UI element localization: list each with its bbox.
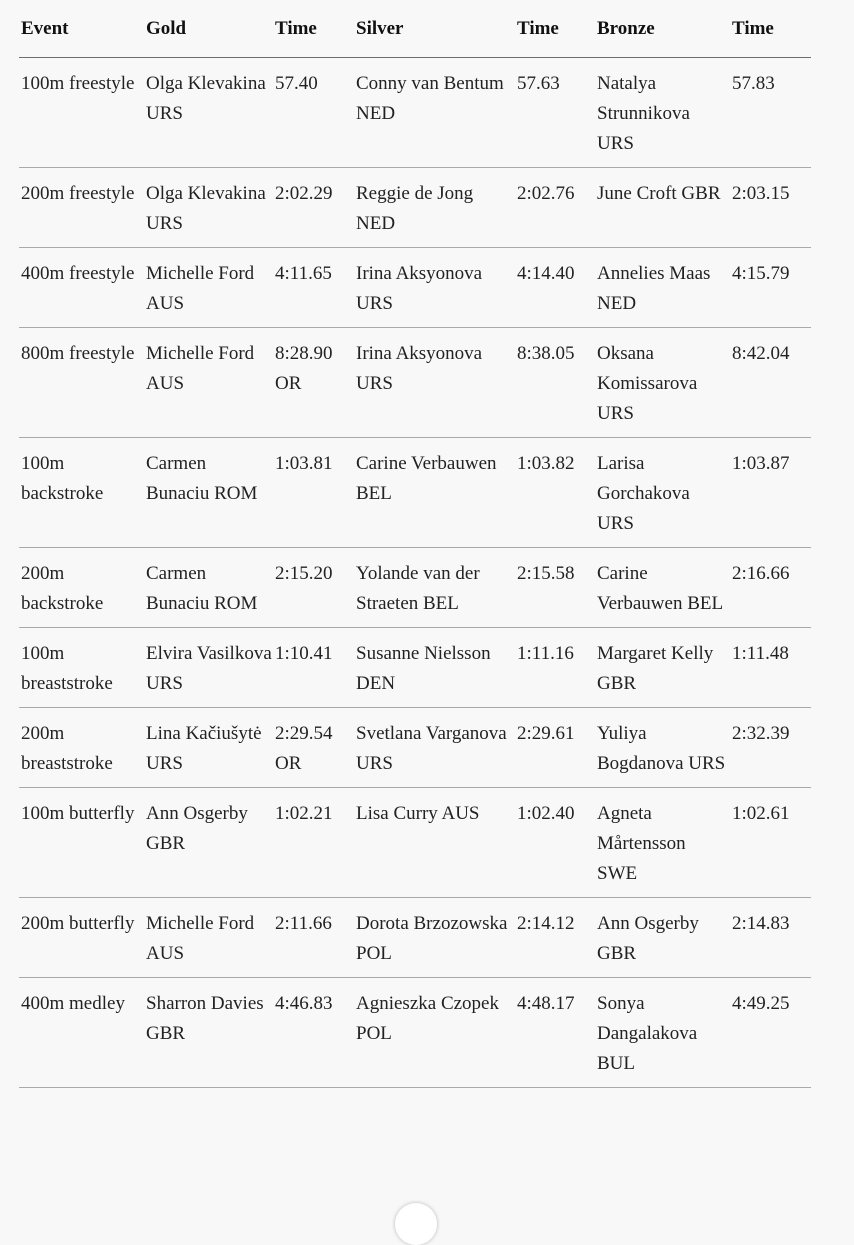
table-header-row bbox=[19, 0, 811, 58]
silver-cell: Reggie de Jong NED bbox=[354, 168, 515, 248]
bronze-time-cell: 2:16.66 bbox=[730, 548, 811, 628]
event-cell: 200m breaststroke bbox=[19, 708, 144, 788]
silver-time-cell: 4:14.40 bbox=[515, 248, 595, 328]
event-cell: 200m butterfly bbox=[19, 898, 144, 978]
header-bronze: Bronze bbox=[595, 0, 730, 58]
event-cell: 400m freestyle bbox=[19, 248, 144, 328]
silver-cell: Susanne Nielsson DEN bbox=[354, 628, 515, 708]
header-bronze-time: Time bbox=[730, 0, 811, 58]
header-silver: Silver bbox=[354, 0, 515, 58]
gold-time-cell: 2:11.66 bbox=[273, 898, 354, 978]
bronze-time-cell: 4:49.25 bbox=[730, 978, 811, 1088]
bronze-cell: Oksana Komissarova URS bbox=[595, 328, 730, 438]
header-gold: Gold bbox=[144, 0, 273, 58]
bronze-cell: Annelies Maas NED bbox=[595, 248, 730, 328]
table-row bbox=[19, 978, 811, 1088]
silver-time-cell: 1:11.16 bbox=[515, 628, 595, 708]
table-row bbox=[19, 248, 811, 328]
bronze-cell: Ann Osgerby GBR bbox=[595, 898, 730, 978]
event-cell: 100m freestyle bbox=[19, 58, 144, 168]
gold-cell: Sharron Davies GBR bbox=[144, 978, 273, 1088]
gold-time-cell: 1:02.21 bbox=[273, 788, 354, 898]
gold-cell: Michelle Ford AUS bbox=[144, 248, 273, 328]
bronze-cell: Agneta Mårtensson SWE bbox=[595, 788, 730, 898]
silver-cell: Irina Aksyonova URS bbox=[354, 248, 515, 328]
table-row bbox=[19, 438, 811, 548]
gold-cell: Olga Klevakina URS bbox=[144, 168, 273, 248]
table-row bbox=[19, 328, 811, 438]
results-table bbox=[19, 0, 811, 1088]
event-cell: 100m butterfly bbox=[19, 788, 144, 898]
silver-time-cell: 1:02.40 bbox=[515, 788, 595, 898]
silver-time-cell: 1:03.82 bbox=[515, 438, 595, 548]
gold-time-cell: 1:10.41 bbox=[273, 628, 354, 708]
bronze-cell: Carine Verbauwen BEL bbox=[595, 548, 730, 628]
gold-time-cell: 2:02.29 bbox=[273, 168, 354, 248]
bronze-cell: Natalya Strunnikova URS bbox=[595, 58, 730, 168]
table-row bbox=[19, 898, 811, 978]
table-row bbox=[19, 58, 811, 168]
gold-cell: Olga Klevakina URS bbox=[144, 58, 273, 168]
bronze-cell: Sonya Dangalakova BUL bbox=[595, 978, 730, 1088]
silver-time-cell: 2:15.58 bbox=[515, 548, 595, 628]
table-row bbox=[19, 548, 811, 628]
header-gold-time: Time bbox=[273, 0, 354, 58]
scroll-handle[interactable] bbox=[395, 1203, 437, 1245]
silver-cell: Agnieszka Czopek POL bbox=[354, 978, 515, 1088]
silver-cell: Lisa Curry AUS bbox=[354, 788, 515, 898]
header-silver-time: Time bbox=[515, 0, 595, 58]
silver-time-cell: 4:48.17 bbox=[515, 978, 595, 1088]
results-table-container bbox=[19, 0, 811, 1088]
silver-cell: Conny van Bentum NED bbox=[354, 58, 515, 168]
table-row bbox=[19, 168, 811, 248]
gold-time-cell: 4:46.83 bbox=[273, 978, 354, 1088]
gold-cell: Ann Osgerby GBR bbox=[144, 788, 273, 898]
gold-time-cell: 8:28.90 OR bbox=[273, 328, 354, 438]
gold-cell: Michelle Ford AUS bbox=[144, 898, 273, 978]
bronze-time-cell: 8:42.04 bbox=[730, 328, 811, 438]
table-row bbox=[19, 708, 811, 788]
bronze-time-cell: 4:15.79 bbox=[730, 248, 811, 328]
gold-cell: Michelle Ford AUS bbox=[144, 328, 273, 438]
table-row bbox=[19, 788, 811, 898]
event-cell: 200m backstroke bbox=[19, 548, 144, 628]
silver-cell: Svetlana Varganova URS bbox=[354, 708, 515, 788]
silver-time-cell: 8:38.05 bbox=[515, 328, 595, 438]
bronze-time-cell: 1:02.61 bbox=[730, 788, 811, 898]
gold-cell: Elvira Vasilkova URS bbox=[144, 628, 273, 708]
table-row bbox=[19, 628, 811, 708]
event-cell: 800m freestyle bbox=[19, 328, 144, 438]
gold-time-cell: 4:11.65 bbox=[273, 248, 354, 328]
bronze-cell: June Croft GBR bbox=[595, 168, 730, 248]
gold-time-cell: 1:03.81 bbox=[273, 438, 354, 548]
event-cell: 400m medley bbox=[19, 978, 144, 1088]
event-cell: 100m breaststroke bbox=[19, 628, 144, 708]
silver-cell: Yolande van der Straeten BEL bbox=[354, 548, 515, 628]
gold-time-cell: 2:15.20 bbox=[273, 548, 354, 628]
bronze-cell: Larisa Gorchakova URS bbox=[595, 438, 730, 548]
silver-time-cell: 2:02.76 bbox=[515, 168, 595, 248]
gold-cell: Lina Kačiušytė URS bbox=[144, 708, 273, 788]
bronze-time-cell: 2:03.15 bbox=[730, 168, 811, 248]
bronze-time-cell: 1:11.48 bbox=[730, 628, 811, 708]
silver-cell: Dorota Brzozowska POL bbox=[354, 898, 515, 978]
gold-cell: Carmen Bunaciu ROM bbox=[144, 438, 273, 548]
bronze-time-cell: 2:32.39 bbox=[730, 708, 811, 788]
bronze-time-cell: 2:14.83 bbox=[730, 898, 811, 978]
header-event: Event bbox=[19, 0, 144, 58]
bronze-cell: Yuliya Bogdanova URS bbox=[595, 708, 730, 788]
silver-time-cell: 2:29.61 bbox=[515, 708, 595, 788]
silver-cell: Carine Verbauwen BEL bbox=[354, 438, 515, 548]
silver-cell: Irina Aksyonova URS bbox=[354, 328, 515, 438]
bronze-cell: Margaret Kelly GBR bbox=[595, 628, 730, 708]
bronze-time-cell: 1:03.87 bbox=[730, 438, 811, 548]
event-cell: 200m freestyle bbox=[19, 168, 144, 248]
gold-time-cell: 2:29.54 OR bbox=[273, 708, 354, 788]
event-cell: 100m backstroke bbox=[19, 438, 144, 548]
silver-time-cell: 57.63 bbox=[515, 58, 595, 168]
gold-cell: Carmen Bunaciu ROM bbox=[144, 548, 273, 628]
silver-time-cell: 2:14.12 bbox=[515, 898, 595, 978]
gold-time-cell: 57.40 bbox=[273, 58, 354, 168]
bronze-time-cell: 57.83 bbox=[730, 58, 811, 168]
